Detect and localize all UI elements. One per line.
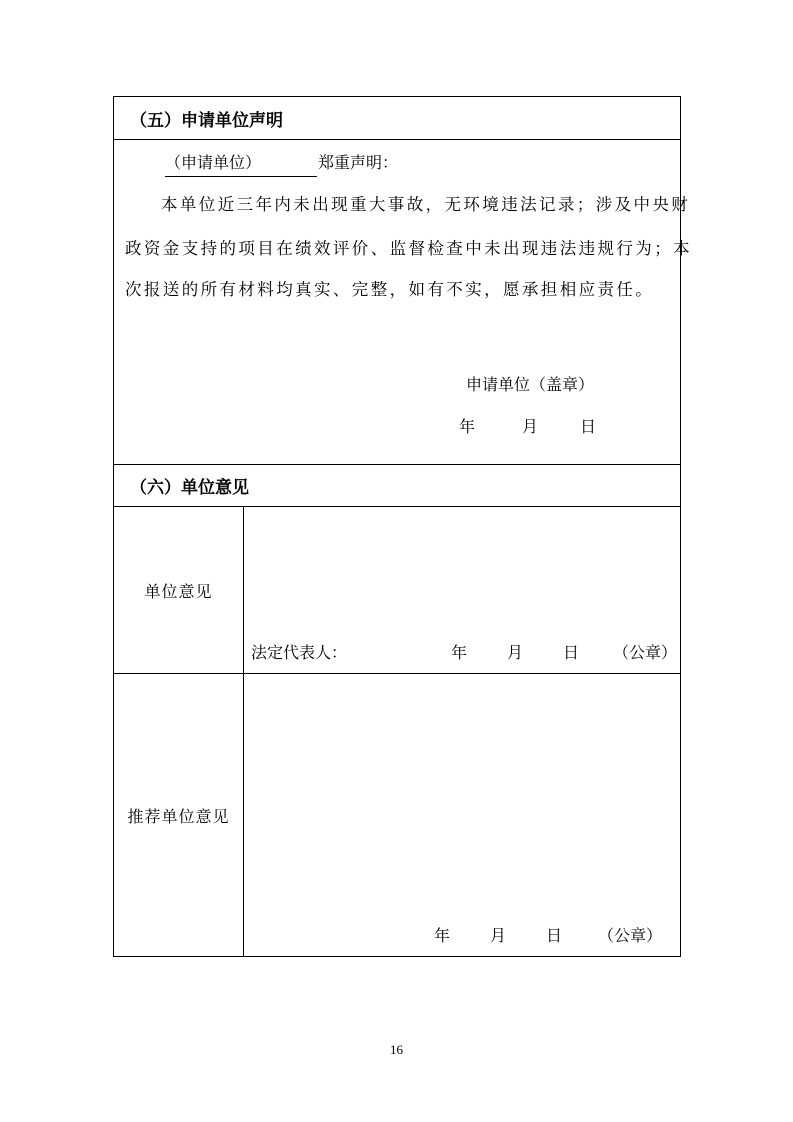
declare-suffix: 郑重声明： xyxy=(318,153,399,172)
declaration-line-1: 本单位近三年内未出现重大事故，无环境违法记录；涉及中央财 xyxy=(161,195,691,214)
recommend-opinion-label: 推荐单位意见 xyxy=(127,806,230,826)
declaration-month: 月 xyxy=(522,417,539,436)
recommend-opinion-year: 年 xyxy=(434,926,451,945)
unit-opinion-row xyxy=(114,507,680,674)
recommend-opinion-label-cell xyxy=(114,674,244,956)
declaration-day: 日 xyxy=(580,417,597,436)
unit-opinion-month: 月 xyxy=(507,643,524,662)
unit-opinion-year: 年 xyxy=(451,643,468,662)
recommend-opinion-day: 日 xyxy=(546,926,563,945)
section5-header xyxy=(114,97,680,140)
section5-title: （五）申请单位声明 xyxy=(130,110,283,131)
unit-opinion-label-cell xyxy=(114,507,244,673)
recommend-opinion-row xyxy=(114,674,680,956)
applicant-name-field[interactable] xyxy=(165,151,317,177)
recommend-opinion-input-area[interactable] xyxy=(245,674,680,956)
unit-opinion-label: 单位意见 xyxy=(144,581,213,601)
applicant-placeholder: （申请单位） xyxy=(165,153,262,172)
declaration-line-3: 次报送的所有材料均真实、完整，如有不实，愿承担相应责任。 xyxy=(125,280,655,299)
applicant-seal-label: 申请单位（盖章） xyxy=(466,375,595,394)
section6-title: （六）单位意见 xyxy=(130,478,249,498)
unit-opinion-seal: （公章） xyxy=(613,643,678,662)
declaration-line-2: 政资金支持的项目在绩效评价、监督检查中未出现违法违规行为；本 xyxy=(125,239,692,258)
legal-rep-label: 法定代表人： xyxy=(251,643,348,662)
declaration-year: 年 xyxy=(459,417,476,436)
recommend-opinion-seal: （公章） xyxy=(598,926,663,945)
recommend-opinion-month: 月 xyxy=(490,926,507,945)
application-form-table xyxy=(113,96,692,957)
unit-opinion-day: 日 xyxy=(563,643,580,662)
page-number: 16 xyxy=(390,1042,403,1057)
section5-declaration-body xyxy=(114,140,692,465)
section6-header xyxy=(114,465,680,507)
